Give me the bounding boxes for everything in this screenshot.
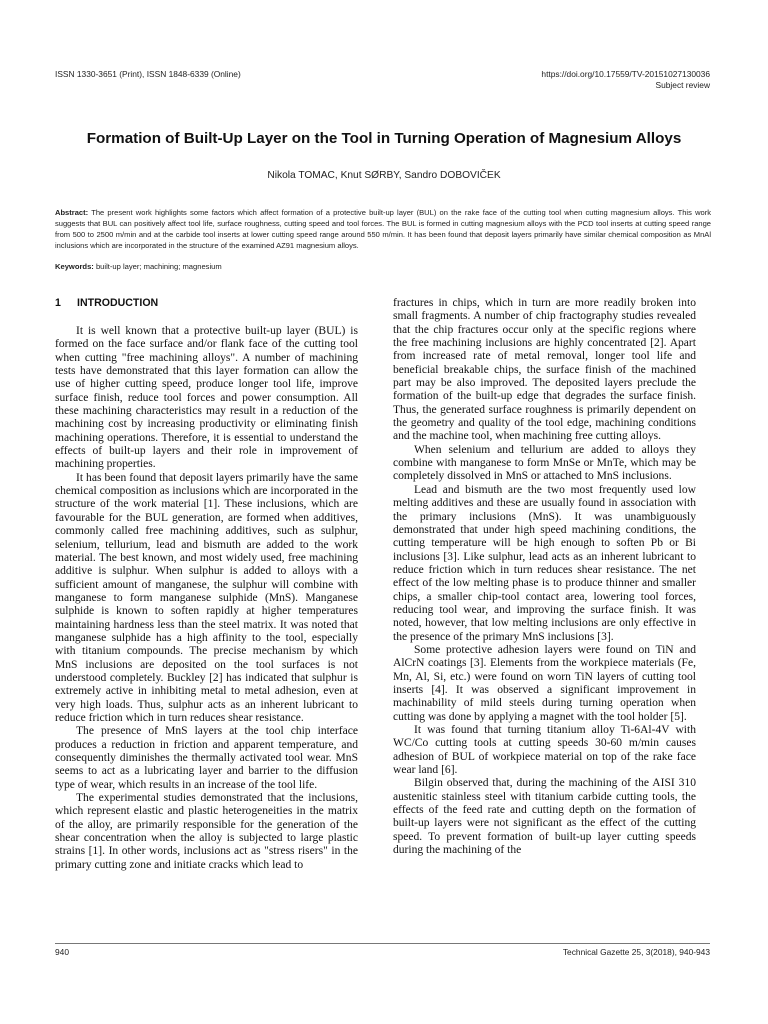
- page-footer: [55, 943, 710, 959]
- keywords-text: built-up layer; machining; magnesium: [93, 262, 222, 271]
- paragraph: When selenium and tellurium are added to alloys they combine with manganese to form MnSe or MnTe, which may be completely dissolved in MnS or attached to MnS inclusions.: [393, 443, 696, 483]
- keywords: [55, 262, 711, 271]
- paragraph: fractures in chips, which in turn are more readily broken into small fragments. A number of chip fractography studies revealed that the chip fractures occur only at the specific regions where the free machining inclusions are highly concentrated [2]. Apart from increased rate of metal removal, longer tool life and beneficial breakable chips, the surface finish of the machined part may be also improved. The deposited layers preclude the formation of the built-up edge that degrades the surface finish. Thus, the generated surface roughness is primarily dependent on the geometry and quality of the tool edge, machining conditions and the machine tool, when machining free cutting alloys.: [393, 297, 696, 443]
- abstract-label: Abstract:: [55, 208, 89, 217]
- section-heading: [55, 297, 358, 310]
- paragraph: It was found that turning titanium alloy Ti-6Al-4V with WC/Co cutting tools at cutting speeds 30-60 m/min causes adhesion of BUL of workpiece material on top of the rake face wear land [6].: [393, 724, 696, 777]
- abstract-text: The present work highlights some factors which affect formation of a protective built-up layer (BUL) on the rake face of the cutting tool when cutting magnesium alloys. This work suggests that BUL can positively affect tool life, surface roughness, cutting speed and tool forces. The BUL is formed in cutting magnesium alloys with the PCD tool inserts at cutting speed range from 500 to 2500 m/min and at the carbide tool inserts at lower cutting speed range around 550 m/min. It has been found that deposit layers primarily have similar chemical composition as MnAl inclusions which are incorporated in the structure of the examined AZ91 magnesium alloys.: [55, 208, 711, 251]
- paper-title: Formation of Built-Up Layer on the Tool in Turning Operation of Magnesium Alloys: [86, 130, 682, 147]
- paragraph: It has been found that deposit layers primarily have the same chemical composition as inclusions which are incorporated in the structure of the work material [1]. These inclusions, which are favourable for the BUL generation, are formed when additives, commonly called free machining additives, such as sulphur, selenium, tellurium, lead and bismuth are added to the work material. The best known, and most widely used, free machining additive is sulphur. When sulphur is added to alloys with a sufficient amount of manganese, the sulphur will combine with manganese to form manganese sulphide (MnS). Manganese sulphide is known to soften rapidly at higher temperatures maintaining hardness less than the steel matrix. It was noted that manganese sulphide has a high affinity to the tool, especially with titanium compounds. The precise mechanism by which MnS inclusions are deposited on the tool surfaces is not understood completely. Buckley [2] has indicated that sulphur is extremely active in inhibiting metal to metal adhesion, even at very high loads. Thus, sulphur acts as an inherent lubricant to reduce friction which in turn reduces shear resistance.: [55, 471, 358, 724]
- author-list: Nikola TOMAC, Knut SØRBY, Sandro DOBOVIČEK: [267, 170, 501, 181]
- journal-citation: Technical Gazette 25, 3(2018), 940-943: [562, 947, 710, 957]
- right-column: [393, 297, 696, 857]
- doi-link[interactable]: https://doi.org/10.17559/TV-20151027130036: [541, 69, 710, 79]
- paragraph: Some protective adhesion layers were found on TiN and AlCrN coatings [3]. Elements from the workpiece materials (Fe, Mn, Al, Si, etc.) were found on worn TiN layers of cutting tool inserts [4]. It was observed a significant improvement in machinability of mild steels during turning operation when cutting was done by applying a magnet with the tool holder [5].: [393, 643, 696, 723]
- paragraph: It is well known that a protective built-up layer (BUL) is formed on the face surface and/or flank face of the cutting tool when cutting "free machining alloys". A number of machining tests have demonstrated that this layer formation can allow the use of higher cutting speed, produce longer tool life, improve surface finish, reduce tool forces and power consumption. All these machining characteristics may result in a reduction of the machining cost by increasing productivity or eliminating finish machining operations. Therefore, it is essential to understand the effects of built-up layers and their role in improvement of machining properties.: [55, 325, 358, 471]
- keywords-label: Keywords:: [55, 262, 94, 271]
- header-right: [541, 69, 710, 91]
- paragraph: The experimental studies demonstrated that the inclusions, which represent elastic and plastic heterogeneities in the matrix of the alloy, are primarily responsible for the generation of the shear concentration when the alloy is subjected to large plastic strains [1]. In other words, inclusions act as "stress risers" in the primary cutting zone and initiate cracks which lead to: [55, 792, 358, 871]
- section-title: INTRODUCTION: [77, 297, 159, 309]
- article-type: Subject review: [655, 80, 710, 90]
- left-column: [55, 297, 358, 872]
- issn-line: ISSN 1330-3651 (Print), ISSN 1848-6339 (Online): [55, 69, 241, 79]
- section-number: 1: [55, 297, 61, 309]
- paragraph: Lead and bismuth are the two most frequently used low melting additives and these are usually found in association with the primary inclusions (MnS). It was unambiguously demonstrated that under high speed machining conditions, the cutting temperature will be high enough to soften Pb or Bi inclusions [3]. Like sulphur, lead acts as an inherent lubricant to reduce friction which in turn reduces shear resistance. The net effect of the low melting phase is to produce thinner and smaller chips, a smaller chip-tool contact area, lowering tool forces, reducing tool wear, and improving the surface finish. It was noted, however, that low melting inclusions are only effective in the presence of the primary MnS inclusions [3].: [393, 483, 696, 643]
- paragraph: The presence of MnS layers at the tool chip interface produces a reduction in friction and apparent temperature, and consequently diminishes the thermally activated tool wear. MnS seems to act as a lubricating layer and barrier to the diffusion type of wear, which results in an increase of the tool life.: [55, 725, 358, 791]
- abstract: [55, 207, 711, 251]
- page-number: 940: [55, 947, 69, 957]
- paragraph: Bilgin observed that, during the machining of the AISI 310 austenitic stainless steel with titanium carbide cutting tools, the effects of the feed rate and cutting depth on the formation of built-up layers were not significant as the effect of the cutting speed. To prevent formation of built-up layer cutting speeds during the machining of the: [393, 777, 696, 857]
